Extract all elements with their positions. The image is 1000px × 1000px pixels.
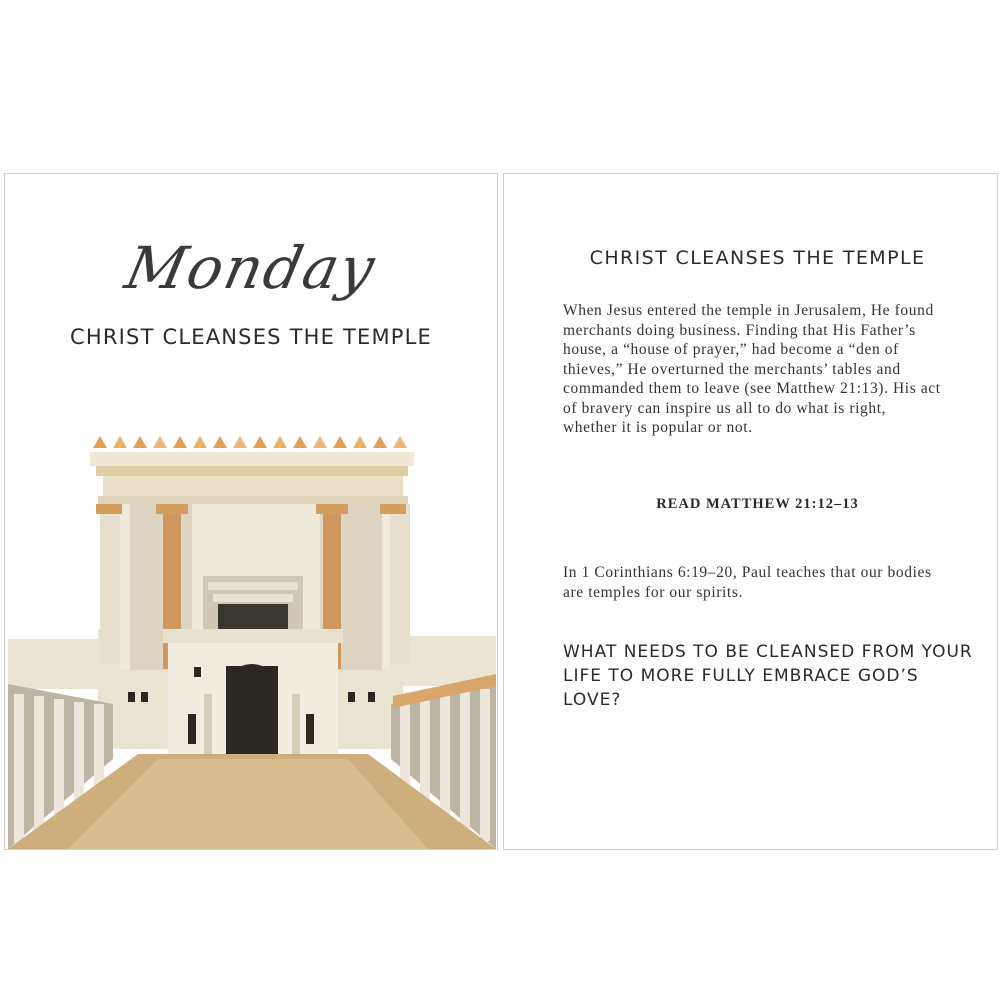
back-card [503, 173, 998, 850]
back-card-title: CHRIST CLEANSES THE TEMPLE [589, 247, 926, 269]
front-card [4, 173, 498, 850]
story-paragraph: When Jesus entered the temple in Jerusalem, He found merchants doing business. Finding that His Father’s house, a “house of prayer,” had become a “den of thieves,” He overturned the merchants’ tables and commanded them to leave (see Matthew 21:13). His act of bravery can inspire us all to do what is right, whether it is popular or not. [563, 302, 941, 436]
scripture-reference: READ MATTHEW 21:12–13 [656, 496, 859, 512]
day-title: Monday [119, 234, 383, 302]
temple-illustration [8, 424, 496, 849]
reflection-question: WHAT NEEDS TO BE CLEANSED FROM YOUR LIFE TO MORE FULLY EMBRACE GOD’S LOVE? [563, 642, 973, 710]
teaching-paragraph: In 1 Corinthians 6:19–20, Paul teaches that our bodies are temples for our spirits. [563, 564, 932, 601]
front-card-title: CHRIST CLEANSES THE TEMPLE [70, 325, 432, 349]
